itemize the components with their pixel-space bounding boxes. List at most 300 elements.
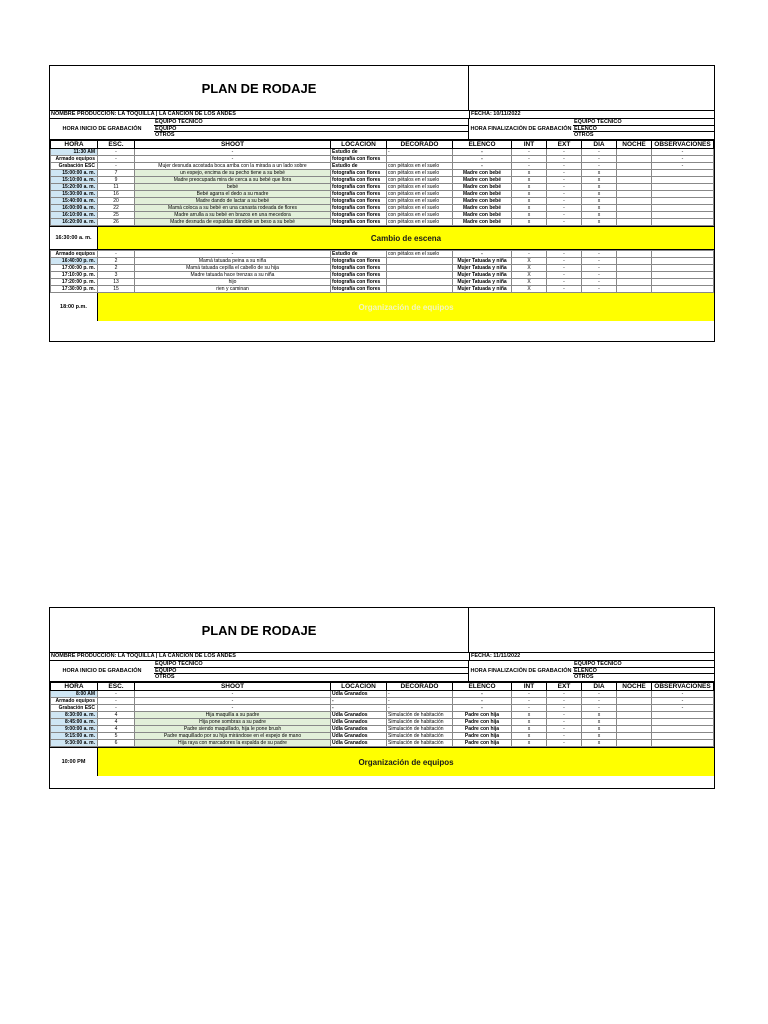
cell-loc: fotografía con flores (331, 219, 387, 226)
cell-int: x (512, 184, 547, 191)
cell-hora: 15:10:00 a. m. (51, 177, 98, 184)
cell-esc: - (98, 163, 135, 170)
column-header: OBSERVACIONES (652, 141, 714, 149)
cell-deco: con pétalos en el suelo (387, 191, 453, 198)
cell-noche (617, 712, 652, 719)
cell-loc: fotografía con flores (331, 191, 387, 198)
table-row (51, 272, 714, 279)
cell-hora: 17:10:00 p. m. (51, 272, 98, 279)
banner-time: 10:00 PM (50, 748, 98, 776)
cell-noche (617, 265, 652, 272)
column-header: DECORADO (387, 683, 453, 691)
table-row (51, 212, 714, 219)
cell-hora: 8:30:00 a. m. (51, 712, 98, 719)
page-title: PLAN DE RODAJE (50, 66, 469, 110)
cell-loc: fotografía con flores (331, 258, 387, 265)
schedule-table-a (50, 682, 714, 747)
cell-deco: con pétalos en el suelo (387, 184, 453, 191)
cell-shoot: hijo (135, 279, 331, 286)
cell-noche (617, 272, 652, 279)
cell-elenco: Mujer Tatuada y niña (453, 279, 512, 286)
cell-hora: 9:00:00 a. m. (51, 726, 98, 733)
cell-shoot: Madre arrulla a su bebé en brazos en una mecedora (135, 212, 331, 219)
cell-shoot: Hija pone sombras a su padre (135, 719, 331, 726)
cell-noche (617, 719, 652, 726)
cell-obs (652, 733, 714, 740)
cell-esc: 13 (98, 279, 135, 286)
title-row (50, 66, 714, 111)
cell-deco: Simulación de habitación (387, 719, 453, 726)
cell-elenco: Mujer Tatuada y niña (453, 286, 512, 293)
cell-int: - (512, 705, 547, 712)
cell-shoot: Bebé agarra el dedo a su madre (135, 191, 331, 198)
cell-elenco: Padre con hija (453, 726, 512, 733)
cell-dia: x (582, 719, 617, 726)
schedule-sheet-1 (49, 65, 715, 342)
cell-shoot: - (135, 149, 331, 156)
right-line-2: ELENCO (573, 668, 714, 675)
cell-dia: x (582, 733, 617, 740)
cell-elenco: - (453, 698, 512, 705)
cell-elenco: Padre con hija (453, 719, 512, 726)
cell-noche (617, 705, 652, 712)
cell-deco: con pétalos en el suelo (387, 198, 453, 205)
cell-ext: - (547, 698, 582, 705)
date-label: FECHA: 11/11/2022 (471, 653, 521, 659)
cell-deco: con pétalos en el suelo (387, 219, 453, 226)
cell-loc: fotografía con flores (331, 212, 387, 219)
cell-loc: - (331, 698, 387, 705)
table-row (51, 698, 714, 705)
cell-esc: 15 (98, 286, 135, 293)
end-time-label: HORA FINALIZACIÓN DE GRABACIÓN (470, 126, 572, 132)
right-line-3: OTROS (574, 674, 594, 681)
cell-int: x (512, 719, 547, 726)
cell-elenco: - (453, 251, 512, 258)
cell-ext: - (547, 740, 582, 747)
cell-obs (652, 740, 714, 747)
cell-int: x (512, 219, 547, 226)
cell-esc: 7 (98, 170, 135, 177)
cell-elenco: Mujer Tatuada y niña (453, 265, 512, 272)
cell-shoot: Madre desnuda de espaldas dándole un beso a su bebé (135, 219, 331, 226)
cell-hora: 15:30:00 a. m. (51, 191, 98, 198)
cell-int: x (512, 740, 547, 747)
cell-ext: - (547, 733, 582, 740)
banner-time: 18:00 p.m. (50, 293, 98, 321)
cell-esc: - (98, 691, 135, 698)
cell-deco: - (387, 705, 453, 712)
column-header: DIA (582, 683, 617, 691)
cell-hora: 8:45:00 a. m. (51, 719, 98, 726)
cell-esc: - (98, 149, 135, 156)
cell-esc: - (98, 251, 135, 258)
cell-noche (617, 163, 652, 170)
table-row (51, 286, 714, 293)
cell-shoot: un espejo, encima de su pecho tiene a su bebé (135, 170, 331, 177)
scene-change-banner (50, 226, 714, 250)
cell-deco (387, 286, 453, 293)
cell-obs: - (652, 163, 714, 170)
cell-ext: - (547, 251, 582, 258)
cell-obs (652, 279, 714, 286)
cell-dia: x (582, 170, 617, 177)
meta-block (50, 119, 714, 140)
cell-shoot: bebé (135, 184, 331, 191)
cell-dia: - (582, 258, 617, 265)
column-header: EXT (547, 141, 582, 149)
cell-ext: - (547, 705, 582, 712)
cell-esc: 6 (98, 740, 135, 747)
cell-shoot: - (135, 156, 331, 163)
cell-deco: con pétalos en el suelo (387, 205, 453, 212)
cell-noche (617, 184, 652, 191)
column-header: ELENCO (453, 141, 512, 149)
cell-esc: - (98, 698, 135, 705)
left-line-3: OTROS (155, 674, 175, 681)
title-row (50, 608, 714, 653)
left-line-2: EQUIPO (154, 668, 468, 675)
cell-int: x (512, 205, 547, 212)
cell-noche (617, 205, 652, 212)
cell-deco: - (387, 698, 453, 705)
cell-int: - (512, 149, 547, 156)
cell-obs (652, 170, 714, 177)
banner-text: Cambio de escena (98, 227, 714, 249)
cell-obs (652, 177, 714, 184)
cell-int: - (512, 163, 547, 170)
right-line-3: OTROS (574, 132, 594, 139)
table-row (51, 258, 714, 265)
cell-esc: 5 (98, 733, 135, 740)
cell-noche (617, 279, 652, 286)
cell-elenco: Madre con bebé (453, 198, 512, 205)
cell-noche (617, 698, 652, 705)
cell-int: X (512, 258, 547, 265)
cell-ext: - (547, 712, 582, 719)
cell-int: x (512, 198, 547, 205)
cell-dia: - (582, 272, 617, 279)
cell-shoot: - (135, 251, 331, 258)
cell-dia: x (582, 212, 617, 219)
cell-ext: - (547, 286, 582, 293)
cell-ext: - (547, 184, 582, 191)
cell-hora: 17:30:00 p. m. (51, 286, 98, 293)
cell-dia: - (582, 251, 617, 258)
cell-noche (617, 219, 652, 226)
cell-loc: fotografía con flores (331, 205, 387, 212)
cell-int: - (512, 251, 547, 258)
table-row (51, 705, 714, 712)
cell-hora: 16:00:00 a. m. (51, 205, 98, 212)
cell-dia: x (582, 198, 617, 205)
cell-deco (387, 156, 453, 163)
cell-hora: 9:15:00 a. m. (51, 733, 98, 740)
cell-obs (652, 191, 714, 198)
column-header: EXT (547, 683, 582, 691)
cell-obs: - (652, 156, 714, 163)
cell-hora: 16:10:00 a. m. (51, 212, 98, 219)
cell-obs (652, 258, 714, 265)
cell-int: X (512, 265, 547, 272)
cell-hora: 8:00 AM (51, 691, 98, 698)
left-line-1: EQUIPO TECNICO (154, 119, 468, 126)
header-row (51, 141, 714, 149)
cell-deco (387, 272, 453, 279)
cell-ext: - (547, 156, 582, 163)
cell-ext: - (547, 163, 582, 170)
title-blank-cell (469, 608, 714, 652)
cell-dia: x (582, 712, 617, 719)
cell-shoot: Mamá tatuada cepilla el cabello de su hija (135, 265, 331, 272)
production-row (50, 653, 714, 661)
cell-shoot: Padre maquillado por su hija mirándose en el espejo de mano (135, 733, 331, 740)
column-header: ESC. (98, 683, 135, 691)
cell-loc: fotografía con flores (331, 198, 387, 205)
cell-int: x (512, 170, 547, 177)
table-row (51, 712, 714, 719)
cell-noche (617, 149, 652, 156)
cell-deco: - (387, 691, 453, 698)
cell-ext: - (547, 726, 582, 733)
table-row (51, 740, 714, 747)
cell-noche (617, 691, 652, 698)
table-row (51, 265, 714, 272)
column-header: NOCHE (617, 141, 652, 149)
cell-loc: Estudio de (331, 251, 387, 258)
cell-hora: Grabación ESC (51, 705, 98, 712)
cell-elenco: - (453, 705, 512, 712)
cell-dia: - (582, 265, 617, 272)
cell-noche (617, 156, 652, 163)
cell-esc: 26 (98, 219, 135, 226)
cell-dia: - (582, 156, 617, 163)
table-row (51, 191, 714, 198)
end-time-label: HORA FINALIZACIÓN DE GRABACIÓN (470, 668, 572, 674)
cell-dia: x (582, 184, 617, 191)
cell-shoot: Padre siendo maquillado, hija le pone brush (135, 726, 331, 733)
cell-deco: - (387, 149, 453, 156)
column-header: SHOOT (135, 683, 331, 691)
right-line-1: EQUIPO TECNICO (573, 661, 714, 668)
cell-loc: Estudio de (331, 149, 387, 156)
cell-shoot: Mujer desnuda acostada boca arriba con la mirada a un lado sobre (135, 163, 331, 170)
cell-ext: - (547, 258, 582, 265)
cell-obs (652, 272, 714, 279)
cell-hora: Armado equipos (51, 698, 98, 705)
table-row (51, 184, 714, 191)
cell-ext: - (547, 149, 582, 156)
cell-hora: 16:20:00 a. m. (51, 219, 98, 226)
cell-int: - (512, 691, 547, 698)
schedule-sheet-2 (49, 607, 715, 789)
table-row (51, 219, 714, 226)
cell-obs: - (652, 691, 714, 698)
cell-shoot: Madre tatuada hace trenzas a su niña (135, 272, 331, 279)
column-header: NOCHE (617, 683, 652, 691)
cell-loc: - (331, 705, 387, 712)
cell-hora: 17:20:00 p. m. (51, 279, 98, 286)
left-line-3: OTROS (155, 132, 175, 139)
cell-obs (652, 251, 714, 258)
cell-loc: fotografía con flores (331, 286, 387, 293)
cell-esc: - (98, 156, 135, 163)
cell-dia: - (582, 691, 617, 698)
cell-obs (652, 219, 714, 226)
cell-dia: x (582, 191, 617, 198)
cell-elenco: Madre con bebé (453, 170, 512, 177)
cell-int: x (512, 212, 547, 219)
cell-deco: Simulación de habitación (387, 733, 453, 740)
cell-shoot: Hija maquilla a su padre (135, 712, 331, 719)
cell-shoot: - (135, 698, 331, 705)
cell-noche (617, 177, 652, 184)
cell-shoot: Mamá coloca a su bebé en una canasta rodeada de flores (135, 205, 331, 212)
left-line-1: EQUIPO TECNICO (154, 661, 468, 668)
banner-text: Organización de equipos (98, 293, 714, 321)
cell-elenco: Madre con bebé (453, 184, 512, 191)
cell-loc: Udla Granados (331, 712, 387, 719)
cell-dia: x (582, 740, 617, 747)
production-name: NOMBRE PRODUCCIÓN: LA TOQUILLA | LA CANCIÓN DE LOS ANDES (50, 653, 470, 660)
cell-esc: 16 (98, 191, 135, 198)
cell-dia: - (582, 286, 617, 293)
column-header: DIA (582, 141, 617, 149)
column-header: DECORADO (387, 141, 453, 149)
left-line-2: EQUIPO (154, 126, 468, 133)
cell-ext: - (547, 719, 582, 726)
cell-deco: Simulación de habitación (387, 726, 453, 733)
start-time-label: HORA INICIO DE GRABACIÓN (62, 668, 142, 674)
cell-elenco: - (453, 156, 512, 163)
cell-ext: - (547, 219, 582, 226)
right-line-1: EQUIPO TECNICO (573, 119, 714, 126)
table-row (51, 163, 714, 170)
table-row (51, 198, 714, 205)
cell-int: - (512, 698, 547, 705)
production-row (50, 111, 714, 119)
column-header: ESC. (98, 141, 135, 149)
cell-deco: con pétalos en el suelo (387, 212, 453, 219)
cell-noche (617, 733, 652, 740)
cell-loc: Estudio de (331, 163, 387, 170)
organization-banner (50, 293, 714, 321)
date-label: FECHA: 10/11/2022 (471, 111, 521, 117)
cell-esc: 25 (98, 212, 135, 219)
table-row (51, 251, 714, 258)
cell-hora: 17:00:00 p. m. (51, 265, 98, 272)
cell-esc: 9 (98, 177, 135, 184)
cell-shoot: Madre preocupada mira de cerca a su bebé que llora (135, 177, 331, 184)
cell-obs (652, 719, 714, 726)
cell-hora: Grabación ESC (51, 163, 98, 170)
cell-obs (652, 286, 714, 293)
column-header: LOCACIÓN (331, 683, 387, 691)
cell-ext: - (547, 279, 582, 286)
cell-ext: - (547, 198, 582, 205)
cell-elenco: Padre con hija (453, 740, 512, 747)
cell-esc: 4 (98, 719, 135, 726)
cell-loc: Udla Granados (331, 719, 387, 726)
column-header: INT (512, 141, 547, 149)
cell-esc: 4 (98, 712, 135, 719)
cell-hora: 11:30 AM (51, 149, 98, 156)
cell-obs (652, 726, 714, 733)
cell-esc: 11 (98, 184, 135, 191)
cell-int: X (512, 272, 547, 279)
cell-hora: 15:00:00 a. m. (51, 170, 98, 177)
cell-deco: con pétalos en el suelo (387, 177, 453, 184)
cell-elenco: Madre con bebé (453, 177, 512, 184)
cell-noche (617, 170, 652, 177)
cell-elenco: Madre con bebé (453, 212, 512, 219)
cell-noche (617, 726, 652, 733)
cell-obs: - (652, 705, 714, 712)
cell-noche (617, 191, 652, 198)
table-row (51, 205, 714, 212)
cell-deco: con pétalos en el suelo (387, 170, 453, 177)
column-header: ELENCO (453, 683, 512, 691)
cell-noche (617, 212, 652, 219)
cell-elenco: - (453, 691, 512, 698)
cell-elenco: Padre con hija (453, 712, 512, 719)
cell-obs (652, 265, 714, 272)
cell-int: - (512, 156, 547, 163)
column-header: INT (512, 683, 547, 691)
cell-obs (652, 205, 714, 212)
cell-deco: con pétalos en el suelo (387, 251, 453, 258)
start-time-label: HORA INICIO DE GRABACIÓN (62, 126, 142, 132)
cell-loc: fotografía con flores (331, 184, 387, 191)
cell-int: X (512, 279, 547, 286)
cell-hora: 16:40:00 p. m. (51, 258, 98, 265)
cell-shoot: Mamá tatuada peina a su niña (135, 258, 331, 265)
cell-dia: - (582, 705, 617, 712)
table-row (51, 170, 714, 177)
meta-block (50, 661, 714, 682)
cell-loc: fotografía con flores (331, 170, 387, 177)
column-header: LOCACIÓN (331, 141, 387, 149)
cell-dia: - (582, 279, 617, 286)
page-title: PLAN DE RODAJE (50, 608, 469, 652)
cell-int: x (512, 712, 547, 719)
cell-int: X (512, 286, 547, 293)
cell-dia: - (582, 163, 617, 170)
cell-loc: fotografía con flores (331, 177, 387, 184)
cell-hora: 9:30:00 a. m. (51, 740, 98, 747)
cell-elenco: Mujer Tatuada y niña (453, 258, 512, 265)
cell-deco (387, 265, 453, 272)
cell-shoot: - (135, 691, 331, 698)
cell-int: x (512, 726, 547, 733)
cell-ext: - (547, 191, 582, 198)
cell-int: x (512, 177, 547, 184)
cell-elenco: Madre con bebé (453, 191, 512, 198)
cell-esc: 2 (98, 265, 135, 272)
banner-text: Organización de equipos (98, 748, 714, 776)
cell-hora: 15:40:00 a. m. (51, 198, 98, 205)
schedule-table-b (50, 250, 714, 293)
cell-ext: - (547, 272, 582, 279)
banner-time: 16:30:00 a. m. (50, 227, 98, 249)
cell-noche (617, 198, 652, 205)
cell-loc: Udla Granados (331, 726, 387, 733)
cell-loc: fotografía con flores (331, 279, 387, 286)
cell-shoot: Madre dando de lactar a su bebé (135, 198, 331, 205)
cell-noche (617, 740, 652, 747)
cell-obs (652, 712, 714, 719)
cell-shoot: Hija raya con marcadores la espalda de su padre (135, 740, 331, 747)
